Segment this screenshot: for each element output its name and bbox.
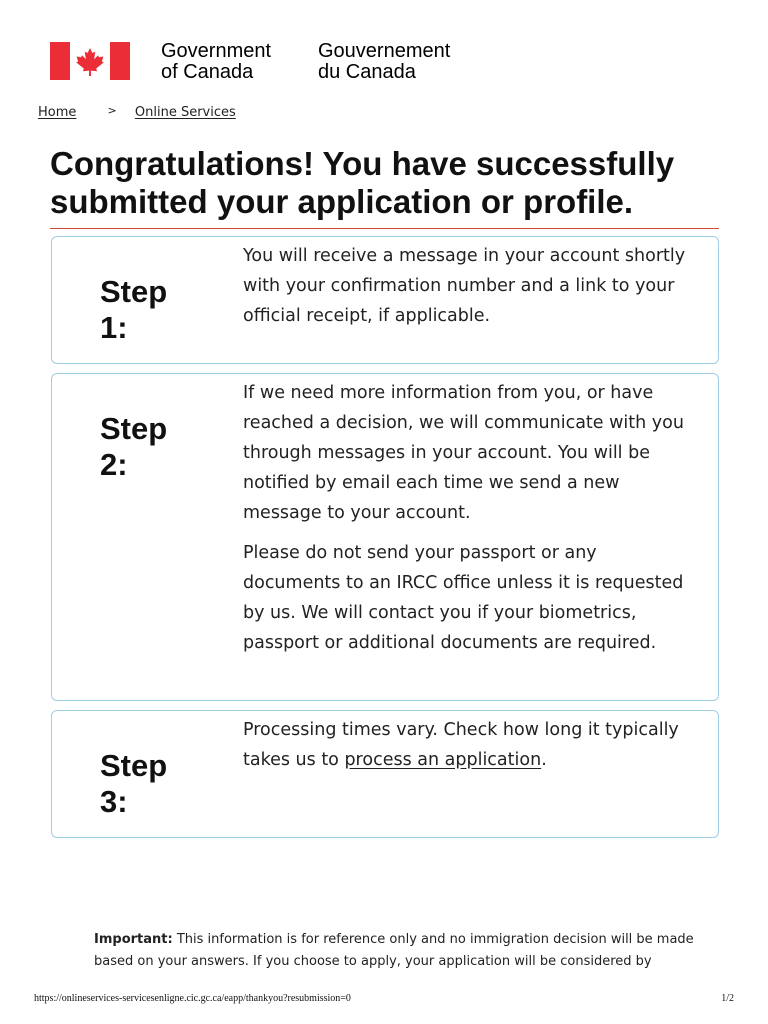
- step-3-body: [243, 715, 693, 775]
- step-2-card: [51, 373, 719, 701]
- important-notice: [94, 929, 694, 973]
- step-1-card: [51, 236, 719, 364]
- wordmark-en-line1: Government: [161, 40, 272, 62]
- wordmark-en-line2: of Canada: [161, 61, 254, 83]
- breadcrumb-home-link[interactable]: Home: [38, 105, 77, 120]
- page-title: Congratulations! You have successfully submitted your application or profile.: [50, 145, 675, 220]
- breadcrumb: [38, 105, 236, 120]
- step-3-label-number: 3:: [100, 784, 128, 819]
- wordmark-fr-line2: du Canada: [318, 61, 416, 83]
- step-2-label: [100, 411, 167, 483]
- important-label: Important:: [94, 932, 173, 947]
- canada-flag-icon: [50, 42, 130, 80]
- step-1-paragraph: You will receive a message in your account shortly with your confirmation number and a link to your official receipt, if applicable.: [243, 246, 686, 326]
- step-2-body: [243, 378, 693, 658]
- wordmark-english: [161, 41, 271, 83]
- breadcrumb-separator: >: [107, 104, 117, 117]
- step-3-paragraph: [243, 715, 693, 775]
- step-3-label-word: Step: [100, 748, 168, 783]
- step-2-label-word: Step: [100, 411, 168, 446]
- step-1-label: [100, 274, 167, 346]
- important-text: This information is for reference only and no immigration decision will be made based on your answers. If you choose to apply, your application will be considered by: [94, 932, 694, 969]
- step-3-card: [51, 710, 719, 838]
- step-2-label-number: 2:: [100, 447, 128, 482]
- step-2-paragraph-1: If we need more information from you, or have reached a decision, we will communicate with you through messages in your account. You will be notified by email each time we send a new message to your account.: [243, 383, 684, 523]
- wordmark-fr-line1: Gouvernement: [318, 40, 451, 62]
- step-1-label-word: Step: [100, 274, 168, 309]
- title-divider: [50, 228, 719, 229]
- print-page-number: 1/2: [721, 993, 734, 1004]
- wordmark-french: [318, 41, 450, 83]
- process-application-link[interactable]: process an application: [344, 750, 542, 770]
- step-3-text-end: .: [541, 750, 547, 770]
- step-1-label-number: 1:: [100, 310, 128, 345]
- step-2-paragraph-2: Please do not send your passport or any documents to an IRCC office unless it is requested by us. We will contact you if your biometrics, passport or additional documents are required.: [243, 543, 684, 653]
- government-of-canada-signature[interactable]: [50, 40, 510, 83]
- print-url: https://onlineservices-servicesenligne.cic.gc.ca/eapp/thankyou?resubmission=0: [34, 993, 351, 1004]
- step-3-text: Processing times vary. Check how long it typically takes us to: [243, 720, 679, 770]
- breadcrumb-online-services-link[interactable]: Online Services: [134, 105, 236, 120]
- step-1-body: [243, 241, 693, 331]
- step-3-label: [100, 748, 167, 820]
